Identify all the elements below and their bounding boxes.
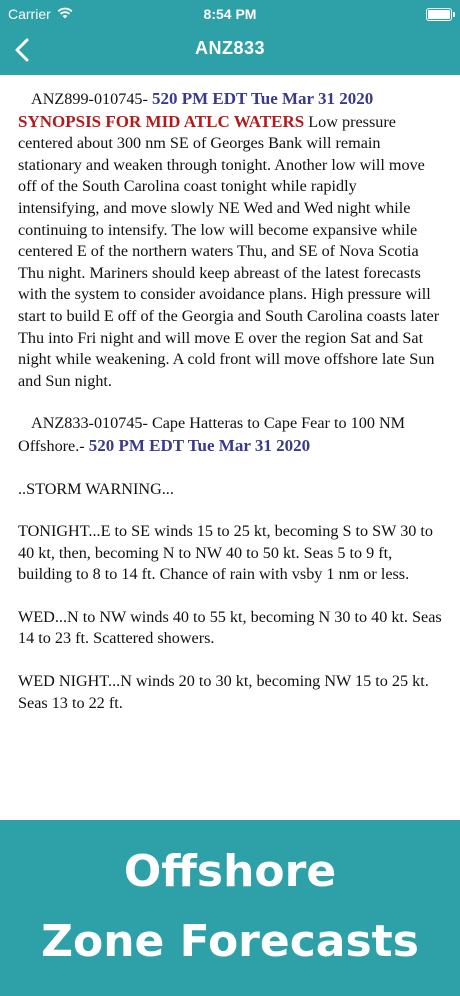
zone-code: ANZ833-010745- — [31, 414, 148, 433]
nav-bar — [0, 30, 460, 70]
status-time: 8:54 PM — [203, 6, 257, 22]
synopsis-text: Low pressure centered about 300 nm SE of Georges Bank will remain stationary and weaken through tonight. Another low will move off of the South Carolina coast tonight while rapidly intensifying, and move slowly NE Wed and Wed night while continuing to intensify. The low will become expansive while centered E of the northern waters Thu, and SE of Nova Scotia Thu night. Mariners should keep abreast of the latest forecasts with the system to consider avoidance plans. High pressure will start to build E off of the Georgia and South Carolina coasts later Thu into Fri night and will move E over the region Sat and Sat night while weakening. A cold front will move offshore late Sun and Sun night. — [18, 112, 440, 390]
banner-line-1: Offshore — [123, 846, 337, 897]
synopsis-issued: 520 PM EDT Tue Mar 31 2020 — [151, 89, 374, 108]
zone-issued: 520 PM EDT Tue Mar 31 2020 — [88, 435, 311, 455]
zone-paragraph — [18, 413, 442, 457]
battery-icon — [426, 8, 452, 21]
banner-line-2: Zone Forecasts — [41, 916, 419, 967]
synopsis-heading: SYNOPSIS FOR MID ATLC WATERS — [18, 111, 305, 131]
synopsis-paragraph — [18, 88, 442, 392]
zone-area: Cape Hatteras to Cape Fear to 100 NM Offshore.- — [18, 414, 406, 455]
page-title: ANZ833 — [194, 38, 266, 58]
status-bar — [0, 4, 460, 26]
header — [0, 0, 460, 75]
forecast-text — [18, 88, 442, 735]
forecast-wed: WED...N to NW winds 40 to 55 kt, becoming N 30 to 40 kt. Seas 14 to 23 ft. Scattered showers. — [18, 607, 442, 648]
synopsis-code: ANZ899-010745- — [31, 90, 148, 108]
carrier-label: Carrier — [8, 6, 51, 22]
forecast-tonight: TONIGHT...E to SE winds 15 to 25 kt, becoming S to SW 30 to 40 kt, then, becoming N to NW 40 to 50 kt. Seas 5 to 9 ft, building to 8 to 14 ft. Chance of rain with vsby 1 nm or less. — [18, 522, 434, 584]
promo-banner — [0, 820, 460, 996]
storm-warning: ..STORM WARNING... — [18, 479, 174, 498]
forecast-wed-night: WED NIGHT...N winds 20 to 30 kt, becoming NW 15 to 25 kt. Seas 13 to 22 ft. — [18, 672, 429, 712]
